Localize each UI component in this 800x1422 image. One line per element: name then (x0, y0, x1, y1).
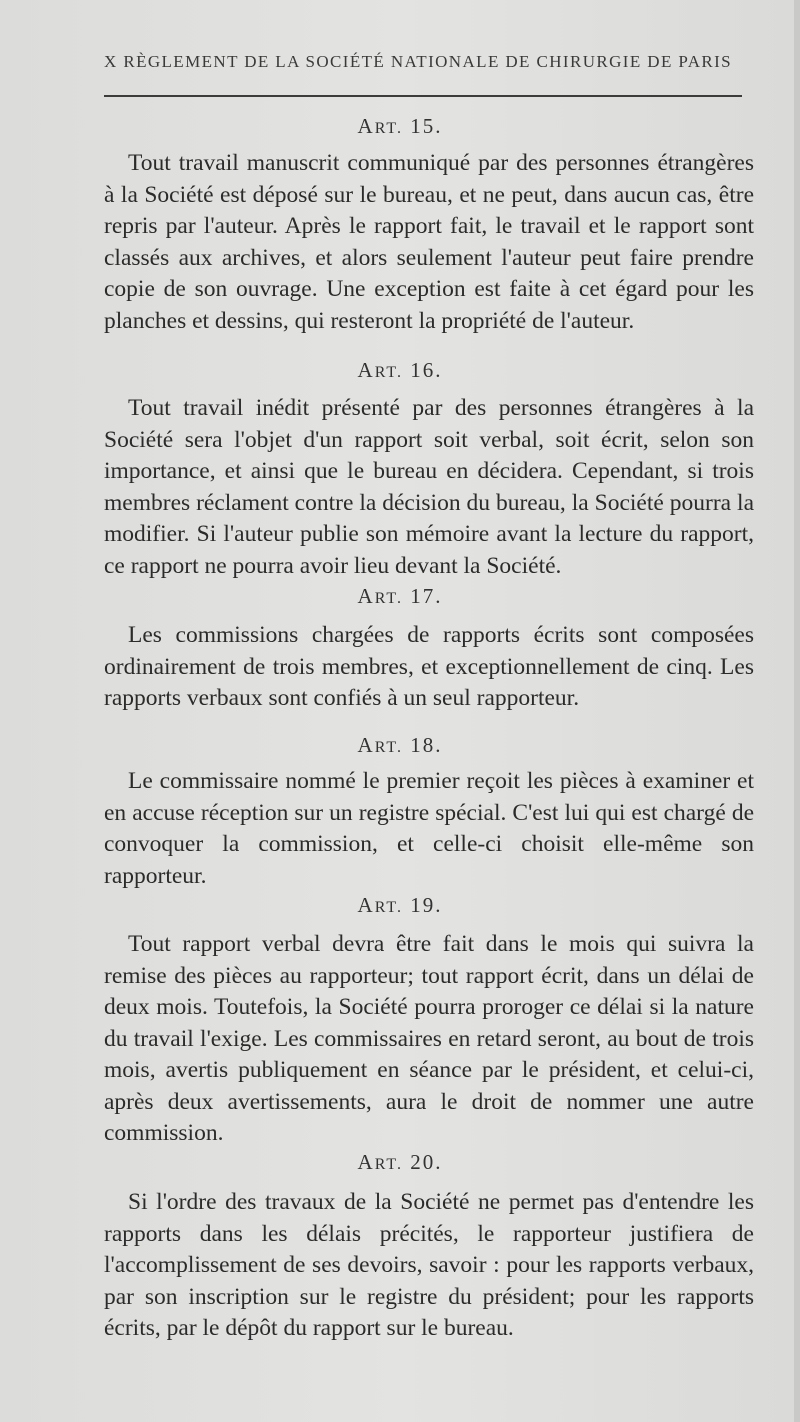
article-heading (0, 733, 800, 758)
article-heading (0, 358, 800, 383)
article-heading-initial: A (357, 584, 375, 608)
article-heading (0, 893, 800, 918)
article-heading-rest: RT. (374, 364, 403, 381)
article-heading (0, 114, 800, 139)
article-number: 17. (410, 584, 443, 608)
article-heading-initial: A (357, 733, 375, 757)
article-text: Tout rapport verbal devra être fait dans le mois qui suivra la remise des pièces au rapporteur; tout rapport écrit, dans un délai de deux mois. Toutefois, la Société pourra proroger ce délai si la nature du travail l'exige. Les commissaires en retard seront, au bout de trois mois, avertis publiquement en séance par le président, et celui-ci, après deux avertissements, aura le droit de nommer une autre commission. (104, 931, 754, 1146)
article-number: 19. (410, 893, 443, 917)
article-heading (0, 584, 800, 609)
article-heading-rest: RT. (374, 1156, 403, 1173)
header-rule (104, 95, 742, 97)
article-heading-rest: RT. (374, 590, 403, 607)
article-text: Les commissions chargées de rapports écrits sont composées ordinairement de trois membres, et exceptionnellement de cinq. Les rapports verbaux sont confiés à un seul rapporteur. (104, 622, 754, 711)
article-text: Le commissaire nommé le premier reçoit les pièces à examiner et en accuse réception sur un registre spécial. C'est lui qui est chargé de convoquer la commission, et celle-ci choisit elle-même son rapporteur. (104, 768, 754, 889)
article-number: 18. (410, 733, 443, 757)
article-heading-rest: RT. (374, 899, 403, 916)
article-heading-initial: A (357, 114, 375, 138)
article-number: 16. (410, 358, 443, 382)
article-heading (0, 1150, 800, 1175)
article-text: Si l'ordre des travaux de la Société ne permet pas d'entendre les rapports dans les délais précités, le rapporteur justifiera de l'accomplissement de ses devoirs, savoir : pour les rapports verbaux, par son inscription sur le registre du président; pour les rapports écrits, par le dépôt du rapport sur le bureau. (104, 1189, 754, 1341)
article-heading-initial: A (357, 1150, 375, 1174)
article-heading-rest: RT. (374, 120, 403, 137)
article-number: 15. (410, 114, 443, 138)
article-heading-initial: A (357, 358, 375, 382)
running-head: X RÈGLEMENT DE LA SOCIÉTÉ NATIONALE DE CHIRURGIE DE PARIS (104, 52, 733, 71)
article-text: Tout travail inédit présenté par des personnes étrangères à la Société sera l'objet d'un rapport soit verbal, soit écrit, selon son importance, et ainsi que le bureau en décidera. Cependant, si trois membres réclament contre la décision du bureau, la Société pourra la modifier. Si l'auteur publie son mémoire avant la lecture du rapport, ce rapport ne pourra avoir lieu devant la Société. (104, 395, 754, 579)
article-number: 20. (410, 1150, 443, 1174)
article-heading-initial: A (357, 893, 375, 917)
page-edge (794, 0, 800, 1422)
article-text: Tout travail manuscrit communiqué par des personnes étrangères à la Société est déposé sur le bureau, et ne peut, dans aucun cas, être repris par l'auteur. Après le rapport fait, le travail et le rapport sont classés aux archives, et alors seulement l'auteur peut faire prendre copie de son ouvrage. Une exception est faite à cet égard pour les planches et dessins, qui resteront la propriété de l'auteur. (104, 150, 754, 334)
article-heading-rest: RT. (374, 739, 403, 756)
